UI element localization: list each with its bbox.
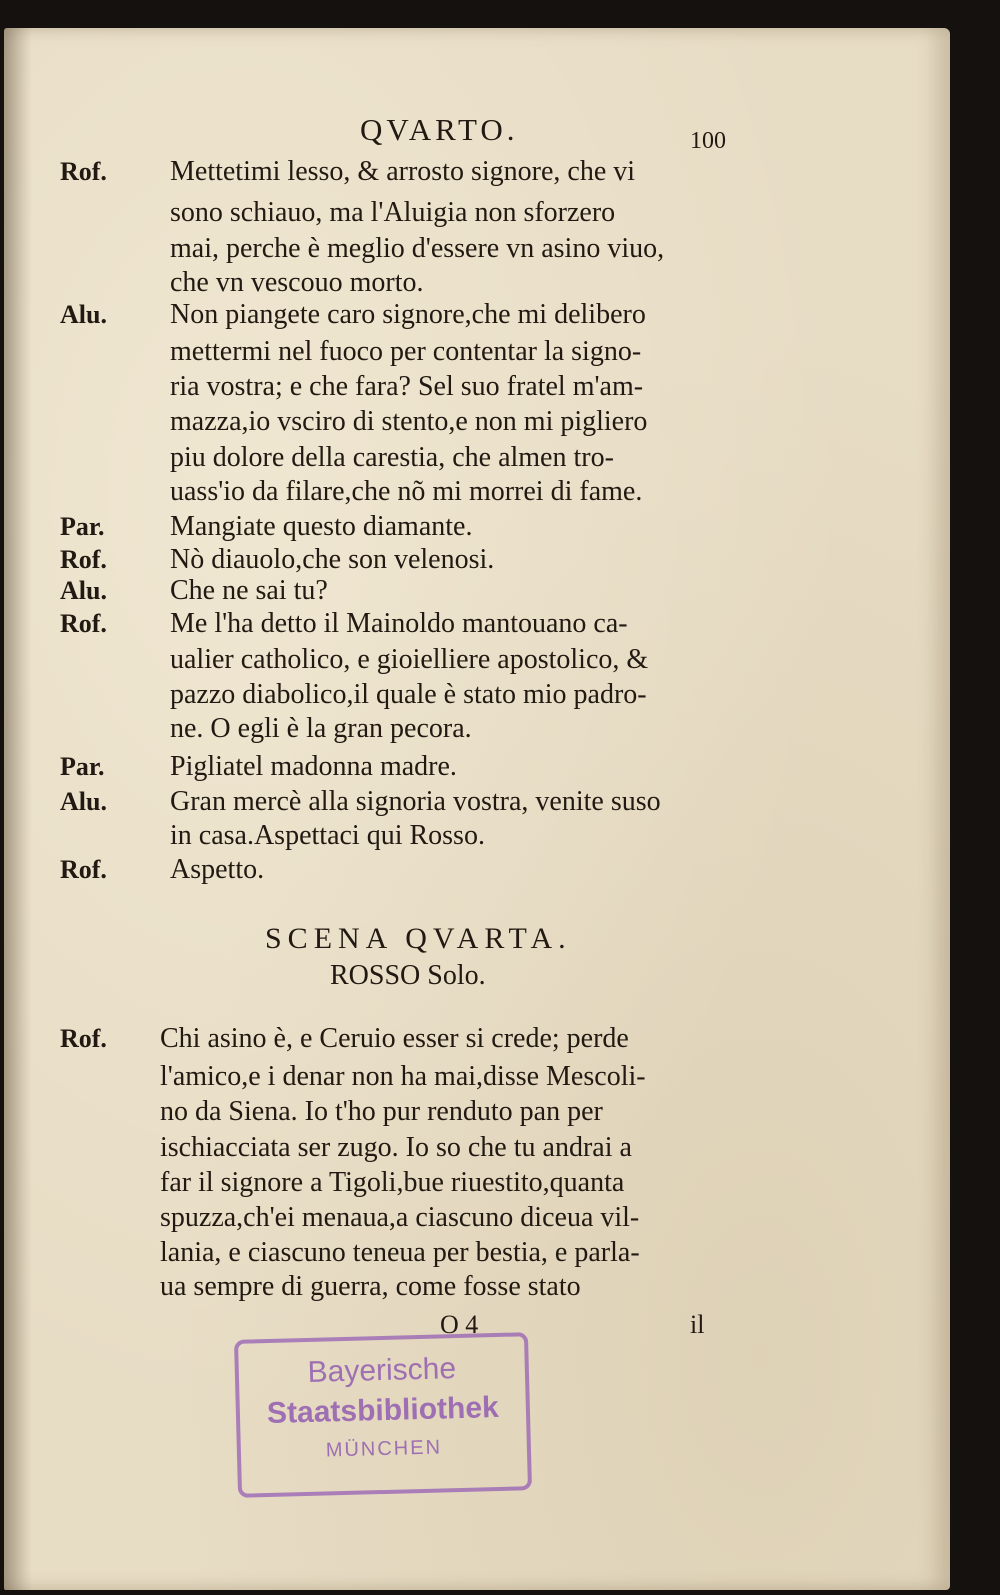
- text-line: lania, e ciascuno teneua per bestia, e parla-: [160, 1237, 640, 1268]
- text-line: ua sempre di guerra, come fosse stato: [160, 1271, 581, 1302]
- speaker-label: Alu.: [60, 787, 107, 816]
- text-line: mai, perche è meglio d'essere vn asino viuo,: [170, 233, 665, 264]
- speaker-label: Rof.: [60, 1024, 107, 1053]
- text-line: pazzo diabolico,il quale è stato mio padro-: [170, 679, 647, 710]
- text-line: sono schiauo, ma l'Aluigia non sforzero: [170, 197, 616, 228]
- text-line: l'amico,e i denar non ha mai,disse Mescoli-: [160, 1061, 646, 1092]
- text-line: ischiacciata ser zugo. Io so che tu andrai a: [160, 1132, 632, 1163]
- text-line: Gran mercè alla signoria vostra, venite suso: [170, 786, 661, 817]
- text-line: no da Siena. Io t'ho pur renduto pan per: [160, 1096, 603, 1127]
- catchword: il: [690, 1310, 705, 1339]
- running-head: QVARTO.: [360, 112, 519, 147]
- speaker-label: Alu.: [60, 300, 107, 329]
- text-line: ualier catholico, e gioielliere apostolico, &: [170, 644, 649, 675]
- text-line: far il signore a Tigoli,bue riuestito,quanta: [160, 1167, 625, 1198]
- text-line: mazza,io vsciro di stento,e non mi pigliero: [170, 406, 648, 437]
- speaker-label: Par.: [60, 512, 105, 541]
- text-line: Chi asino è, e Ceruio esser si crede; perde: [160, 1023, 629, 1054]
- text-line: Nò diauolo,che son velenosi.: [170, 544, 495, 575]
- text-line: Pigliatel madonna madre.: [170, 751, 457, 782]
- speaker-label: Rof.: [60, 157, 107, 186]
- text-line: ria vostra; e che fara? Sel suo fratel m'am-: [170, 371, 644, 402]
- text-line: uass'io da filare,che nõ mi morrei di fame.: [170, 476, 643, 507]
- speaker-label: Alu.: [60, 576, 107, 605]
- text-line: spuzza,ch'ei menaua,a ciascuno diceua vil-: [160, 1202, 640, 1233]
- text-line: Che ne sai tu?: [170, 575, 328, 606]
- text-line: Mangiate questo diamante.: [170, 511, 473, 542]
- stamp-line-2: Staatsbibliothek: [266, 1390, 500, 1431]
- speaker-label: Rof.: [60, 545, 107, 574]
- text-line: in casa.Aspettaci qui Rosso.: [170, 820, 485, 851]
- text-line: piu dolore della carestia, che almen tro-: [170, 442, 614, 473]
- spine-shadow: [4, 28, 32, 1590]
- text-line: Mettetimi lesso, & arrosto signore, che vi: [170, 156, 636, 187]
- signature-mark: O 4: [440, 1310, 479, 1339]
- text-line: Me l'ha detto il Mainoldo mantouano ca-: [170, 608, 628, 639]
- scene-title: SCENA QVARTA.: [265, 922, 572, 955]
- speaker-label: Par.: [60, 752, 105, 781]
- stamp-line-1: Bayerische: [307, 1352, 457, 1389]
- scene-subtitle: ROSSO Solo.: [330, 960, 486, 991]
- speaker-label: Rof.: [60, 609, 107, 638]
- speaker-label: Rof.: [60, 855, 107, 884]
- page-number: 100: [690, 128, 726, 154]
- stamp-line-3: MÜNCHEN: [325, 1436, 443, 1462]
- text-line: Non piangete caro signore,che mi delibero: [170, 299, 646, 330]
- text-line: ne. O egli è la gran pecora.: [170, 713, 472, 744]
- text-line: che vn vescouo morto.: [170, 267, 424, 298]
- text-line: mettermi nel fuoco per contentar la signo-: [170, 336, 642, 367]
- text-line: Aspetto.: [170, 854, 265, 885]
- library-stamp: [234, 1332, 532, 1498]
